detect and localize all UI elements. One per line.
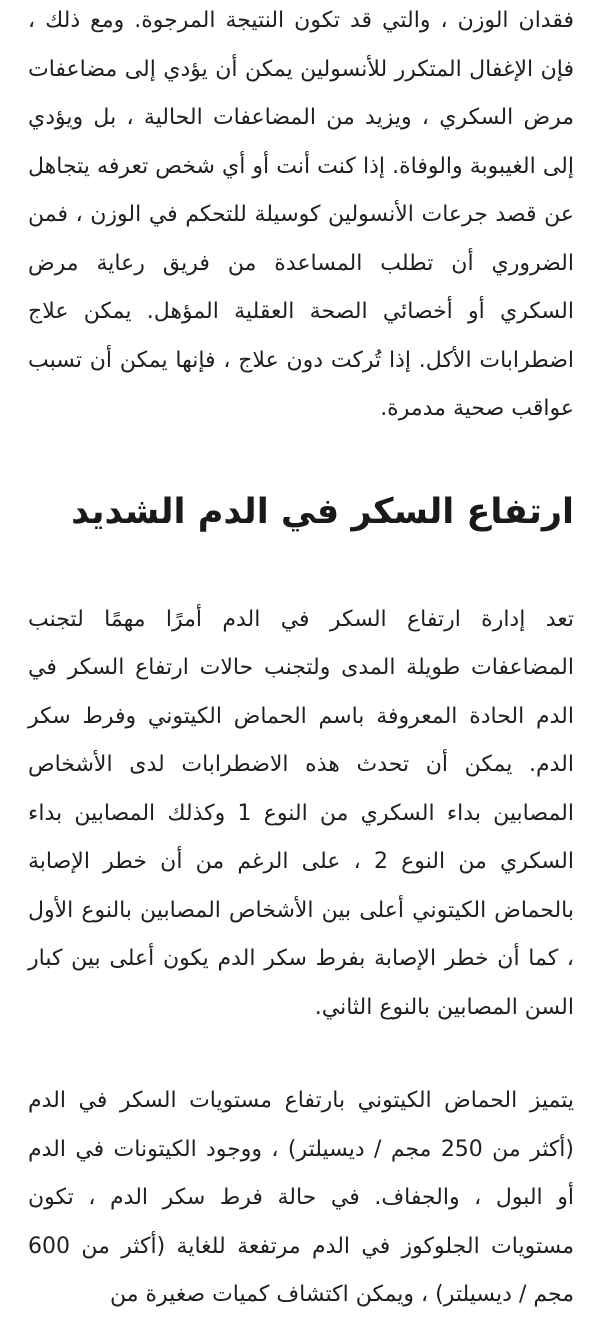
article-paragraph-3: يتميز الحماض الكيتوني بارتفاع مستويات السكر في الدم (أكثر من 250 مجم / ديسيلتر) ، ووجود الكيتونات في الدم أو البول ، والجفاف. في حالة فرط سكر الدم ، تكون مستويات الجلوكوز في الدم مرتفعة للغاية (أكثر من 600 مجم / ديسيلتر) ، ويمكن اكتشاف كميات صغيرة من [28, 1088, 575, 1307]
section-heading: ارتفاع السكر في الدم الشديد [71, 491, 574, 532]
article-paragraph-2: تعد إدارة ارتفاع السكر في الدم أمرًا مهمًا لتجنب المضاعفات طويلة المدى ولتجنب حالات ارتفاع السكر في الدم الحادة المعروفة باسم الحماض الكيتوني وفرط سكر الدم. يمكن أن تحدث هذه الاضطرابات لدى الأشخاص المصابين بداء السكري من النوع 1 وكذلك المصابين بداء السكري من النوع 2 ، على الرغم من أن خطر الإصابة بالحماض الكيتوني أعلى بين الأشخاص المصابين بالنوع الأول ، كما أن خطر الإصابة بفرط سكر الدم يكون أعلى بين كبار السن المصابين بالنوع الثاني. [28, 606, 575, 1020]
article-paragraph-1: فقدان الوزن ، والتي قد تكون النتيجة المرجوة. ومع ذلك ، فإن الإغفال المتكرر للأنسولين يمكن أن يؤدي إلى مضاعفات مرض السكري ، ويزيد من المضاعفات الحالية ، بل ويؤدي إلى الغيبوبة والوفاة. إذا كنت أنت أو أي شخص تعرفه يتجاهل عن قصد جرعات الأنسولين كوسيلة للتحكم في الوزن ، فمن الضروري أن تطلب المساعدة من فريق رعاية مرض السكري أو أخصائي الصحة العقلية المؤهل. يمكن علاج اضطرابات الأكل. إذا تُركت دون علاج ، فإنها يمكن أن تسبب عواقب صحية مدمرة. [28, 8, 574, 421]
